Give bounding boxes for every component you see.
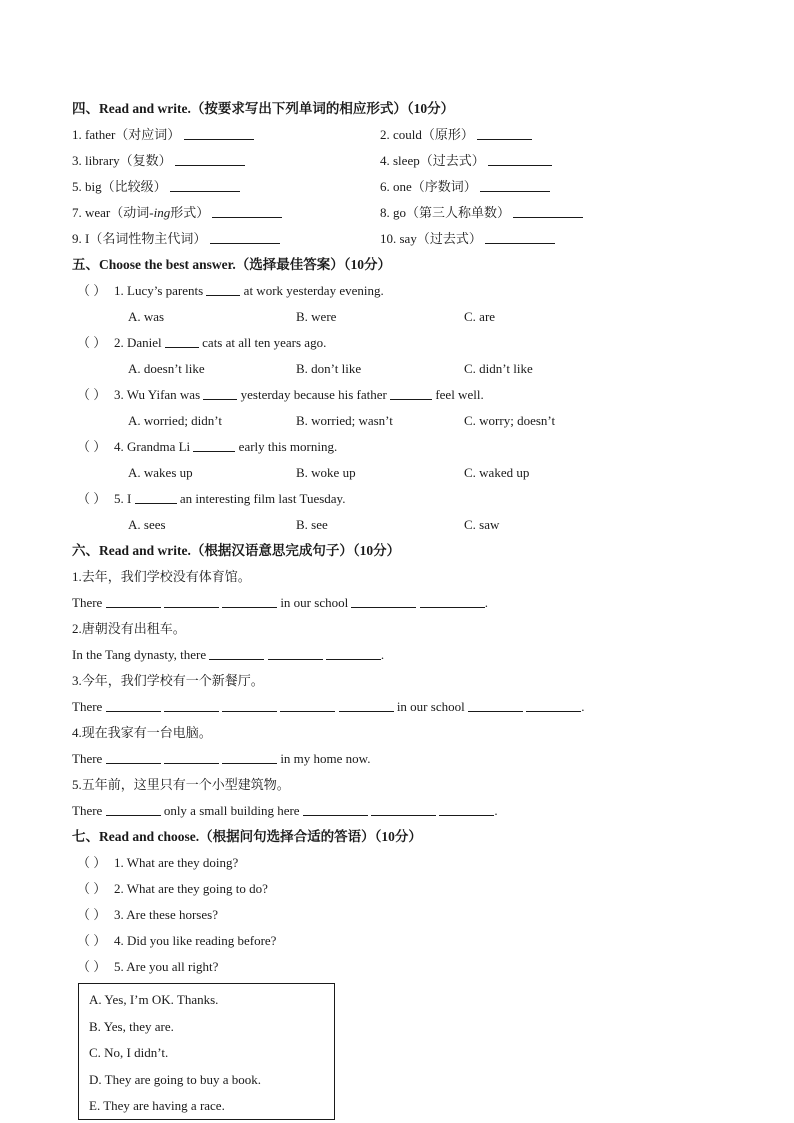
answer-blank[interactable] xyxy=(439,801,494,816)
sec4-item-8: 8. go（第三人称单数） xyxy=(380,200,583,226)
answer-blank[interactable] xyxy=(280,697,335,712)
sec5-question-2: （ ） 2. Daniel cats at all ten years ago. xyxy=(72,330,732,356)
answer-blank[interactable] xyxy=(222,697,277,712)
sec4-item-1: 1. father（对应词） xyxy=(72,122,254,148)
answer-blank[interactable] xyxy=(351,593,416,608)
sec4-row-2 xyxy=(72,148,732,174)
answer-blank[interactable] xyxy=(513,203,583,218)
sec4-row-5 xyxy=(72,226,732,252)
answer-blank[interactable] xyxy=(480,177,550,192)
answer-blank[interactable] xyxy=(165,333,199,348)
choice-a: A. Yes, I’m OK. Thanks. xyxy=(89,992,219,1007)
answer-paren[interactable]: （ ） xyxy=(77,959,107,974)
choice-c: C. No, I didn’t. xyxy=(89,1045,169,1061)
answer-blank[interactable] xyxy=(184,125,254,140)
sec6-sentence-4: There in my home now. xyxy=(72,751,371,766)
sec4-item-3: 3. library（复数） xyxy=(72,148,245,174)
option-c[interactable]: C. worry; doesn’t xyxy=(464,413,556,428)
option-a[interactable]: A. wakes up xyxy=(128,465,193,480)
sec6-chinese-4: 4.现在我家有一台电脑。 xyxy=(72,725,212,740)
option-b[interactable]: B. don’t like xyxy=(296,361,362,376)
answer-paren[interactable]: （ ） xyxy=(77,439,107,454)
answer-blank[interactable] xyxy=(135,489,177,504)
sec4-item-6: 6. one（序数词） xyxy=(380,174,550,200)
option-a[interactable]: A. worried; didn’t xyxy=(128,413,222,428)
option-c[interactable]: C. saw xyxy=(464,517,500,532)
answer-blank[interactable] xyxy=(170,177,240,192)
section-5-title: 五、Choose the best answer.（选择最佳答案）（10分） xyxy=(72,257,392,272)
sec7-question-4: （ ） 4. Did you like reading before? xyxy=(72,928,732,954)
worksheet-page xyxy=(72,96,732,980)
answer-blank[interactable] xyxy=(477,125,532,140)
sec6-chinese-1: 1.去年，我们学校没有体育馆。 xyxy=(72,569,251,584)
sec7-question-2: （ ） 2. What are they going to do? xyxy=(72,876,732,902)
answer-paren[interactable]: （ ） xyxy=(77,387,107,402)
answer-paren[interactable]: （ ） xyxy=(77,855,107,870)
answer-blank[interactable] xyxy=(390,385,432,400)
answer-blank[interactable] xyxy=(209,645,264,660)
answer-blank[interactable] xyxy=(526,697,581,712)
sec6-chinese-3: 3.今年，我们学校有一个新餐厅。 xyxy=(72,673,264,688)
option-b[interactable]: B. were xyxy=(296,309,337,324)
answer-blank[interactable] xyxy=(106,593,161,608)
section-6-title: 六、Read and write.（根据汉语意思完成句子）（10分） xyxy=(72,543,401,558)
answer-blank[interactable] xyxy=(193,437,235,452)
answer-blank[interactable] xyxy=(420,593,485,608)
sec7-question-3: （ ） 3. Are these horses? xyxy=(72,902,732,928)
sec5-question-5: （ ） 5. I an interesting film last Tuesday. xyxy=(72,486,732,512)
sec7-question-5: （ ） 5. Are you all right? xyxy=(72,954,732,980)
sec4-item-4: 4. sleep（过去式） xyxy=(380,148,552,174)
sec6-chinese-5: 5.五年前，这里只有一个小型建筑物。 xyxy=(72,777,290,792)
answer-blank[interactable] xyxy=(206,281,240,296)
choice-e: E. They are having a race. xyxy=(89,1098,225,1114)
answer-blank[interactable] xyxy=(222,749,277,764)
sec4-item-10: 10. say（过去式） xyxy=(380,226,555,252)
answer-choices-box xyxy=(78,983,335,1120)
sec5-question-3: （ ） 3. Wu Yifan was yesterday because his father feel well. xyxy=(72,382,732,408)
answer-paren[interactable]: （ ） xyxy=(77,907,107,922)
answer-blank[interactable] xyxy=(203,385,237,400)
answer-blank[interactable] xyxy=(106,697,161,712)
answer-blank[interactable] xyxy=(303,801,368,816)
sec4-row-1 xyxy=(72,122,732,148)
sec4-item-2: 2. could（原形） xyxy=(380,122,532,148)
answer-blank[interactable] xyxy=(210,229,280,244)
choice-b: B. Yes, they are. xyxy=(89,1018,174,1034)
sec5-options-1 xyxy=(72,304,732,330)
sec5-options-2 xyxy=(72,356,732,382)
sec5-options-5 xyxy=(72,512,732,538)
section-7-title: 七、Read and choose.（根据问句选择合适的答语）（10分） xyxy=(72,829,422,844)
sec5-question-1: （ ） 1. Lucy’s parents at work yesterday evening. xyxy=(72,278,732,304)
sec4-item-5: 5. big（比较级） xyxy=(72,174,240,200)
answer-blank[interactable] xyxy=(222,593,277,608)
option-b[interactable]: B. see xyxy=(296,517,328,532)
option-a[interactable]: A. was xyxy=(128,309,165,324)
answer-blank[interactable] xyxy=(339,697,394,712)
sec6-sentence-1: There in our school . xyxy=(72,595,488,610)
answer-paren[interactable]: （ ） xyxy=(77,491,107,506)
sec6-sentence-2: In the Tang dynasty, there . xyxy=(72,647,385,662)
answer-blank[interactable] xyxy=(371,801,436,816)
answer-blank[interactable] xyxy=(485,229,555,244)
option-a[interactable]: A. sees xyxy=(128,517,166,532)
choice-d: D. They are going to buy a book. xyxy=(89,1071,261,1087)
sec6-sentence-5: There only a small building here . xyxy=(72,803,498,818)
answer-blank[interactable] xyxy=(326,645,381,660)
sec6-chinese-2: 2.唐朝没有出租车。 xyxy=(72,621,186,636)
answer-paren[interactable]: （ ） xyxy=(77,881,107,896)
sec7-question-1: （ ） 1. What are they doing? xyxy=(72,850,732,876)
answer-blank[interactable] xyxy=(106,749,161,764)
option-c[interactable]: C. waked up xyxy=(464,465,530,480)
answer-paren[interactable]: （ ） xyxy=(77,933,107,948)
sec4-row-4 xyxy=(72,200,732,226)
sec6-sentence-3: There in our school . xyxy=(72,699,585,714)
sec5-options-3 xyxy=(72,408,732,434)
sec4-item-7: 7. wear（动词-ing形式） xyxy=(72,200,282,226)
sec4-item-9: 9. I（名词性物主代词） xyxy=(72,226,280,252)
answer-blank[interactable] xyxy=(106,801,161,816)
option-b[interactable]: B. worried; wasn’t xyxy=(296,413,393,428)
option-b[interactable]: B. woke up xyxy=(296,465,356,480)
answer-paren[interactable]: （ ） xyxy=(77,283,107,298)
answer-blank[interactable] xyxy=(164,697,219,712)
answer-paren[interactable]: （ ） xyxy=(77,335,107,350)
answer-blank[interactable] xyxy=(268,645,323,660)
section-4-title: 四、Read and write.（按要求写出下列单词的相应形式）（10分） xyxy=(72,101,455,116)
answer-blank[interactable] xyxy=(212,203,282,218)
answer-blank[interactable] xyxy=(175,151,245,166)
answer-blank[interactable] xyxy=(164,749,219,764)
answer-blank[interactable] xyxy=(164,593,219,608)
answer-blank[interactable] xyxy=(488,151,552,166)
sec5-options-4 xyxy=(72,460,732,486)
answer-blank[interactable] xyxy=(468,697,523,712)
option-c[interactable]: C. are xyxy=(464,309,496,324)
option-a[interactable]: A. doesn’t like xyxy=(128,361,205,376)
sec5-question-4: （ ） 4. Grandma Li early this morning. xyxy=(72,434,732,460)
sec4-row-3 xyxy=(72,174,732,200)
option-c[interactable]: C. didn’t like xyxy=(464,361,533,376)
